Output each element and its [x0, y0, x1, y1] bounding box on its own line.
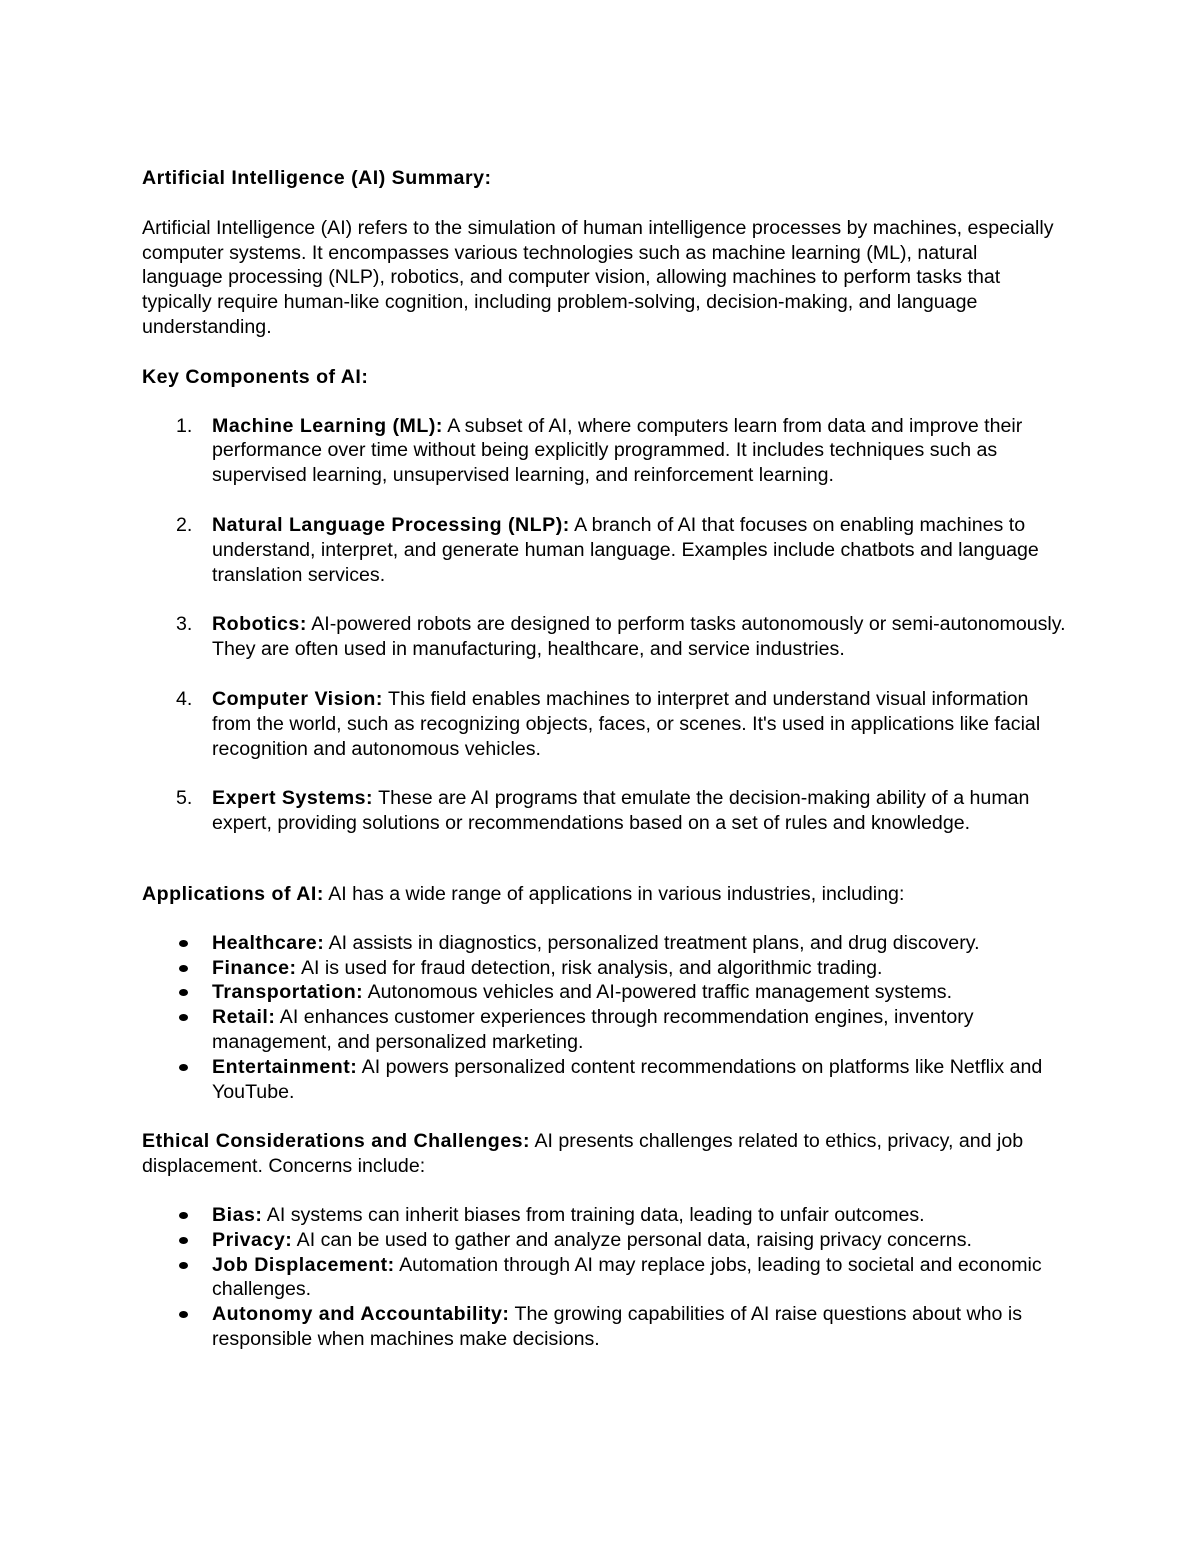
bullet-icon — [179, 1237, 188, 1244]
list-text: Autonomous vehicles and AI-powered traffic management systems. — [363, 981, 953, 1004]
list-item — [142, 956, 1072, 981]
list-text: AI powers personalized content recommendations on platforms like Netflix and YouTube. — [212, 1055, 1043, 1103]
list-number: 2. — [176, 513, 193, 536]
list-term: Finance: — [212, 956, 297, 979]
bullet-icon — [179, 989, 188, 996]
list-text: AI can be used to gather and analyze personal data, raising privacy concerns. — [292, 1228, 972, 1251]
list-number: 3. — [176, 613, 193, 636]
bullet-icon — [179, 1014, 188, 1021]
ethics-list — [142, 1203, 1070, 1352]
list-item — [142, 1302, 1072, 1352]
document-title: Artificial Intelligence (AI) Summary: — [142, 167, 492, 189]
ethics-heading: Ethical Considerations and Challenges: — [142, 1130, 531, 1153]
list-text: AI assists in diagnostics, personalized treatment plans, and drug discovery. — [324, 931, 980, 954]
intro-paragraph: Artificial Intelligence (AI) refers to the simulation of human intelligence processes by machines, especially computer systems. It encompasses various technologies such as machine learning (ML), natural language processing (NLP), robotics, and computer vision, allowing machines to perform tasks that typically require human-like cognition, including problem-solving, decision-making, and language understanding. — [142, 216, 1054, 338]
list-text: AI-powered robots are designed to perform tasks autonomously or semi-autonomously. They are often used in manufacturing, healthcare, and service industries. — [212, 613, 1066, 661]
list-term: Natural Language Processing (NLP): — [212, 513, 570, 536]
list-item — [142, 687, 1072, 761]
list-number: 1. — [176, 414, 193, 437]
list-term: Machine Learning (ML): — [212, 414, 443, 437]
list-number: 4. — [176, 687, 193, 710]
list-text: AI systems can inherit biases from training data, leading to unfair outcomes. — [262, 1203, 925, 1226]
list-term: Robotics: — [212, 613, 307, 636]
list-text: A subset of AI, where computers learn from data and improve their performance over time without being explicitly programmed. It includes techniques such as supervised learning, unsupervised learning, and reinforcement learning. — [212, 414, 1023, 487]
list-term: Healthcare: — [212, 931, 325, 954]
list-term: Expert Systems: — [212, 787, 374, 810]
list-term: Transportation: — [212, 981, 364, 1004]
list-text: The growing capabilities of AI raise questions about who is responsible when machines make decisions. — [212, 1303, 1023, 1350]
list-item — [142, 931, 1072, 956]
list-item — [142, 612, 1072, 662]
list-text: AI enhances customer experiences through recommendation engines, inventory management, and personalized marketing. — [212, 1006, 974, 1053]
list-item — [142, 1253, 1072, 1303]
list-term: Computer Vision: — [212, 687, 383, 710]
components-heading: Key Components of AI: — [142, 365, 369, 388]
bullet-icon — [179, 1311, 188, 1318]
list-item — [142, 1055, 1072, 1105]
bullet-icon — [179, 940, 188, 947]
bullet-icon — [179, 1262, 188, 1269]
list-number: 5. — [176, 787, 193, 810]
list-term: Job Displacement: — [212, 1253, 395, 1276]
components-list — [142, 414, 1070, 836]
list-item — [142, 980, 1072, 1005]
list-term: Retail: — [212, 1006, 276, 1029]
list-text: This field enables machines to interpret and understand visual information from the world, such as recognizing objects, faces, or scenes. It's used in applications like facial recognition and autonomous vehicles. — [212, 687, 1041, 760]
list-text: AI is used for fraud detection, risk analysis, and algorithmic trading. — [296, 956, 883, 979]
bullet-icon — [179, 1064, 188, 1071]
list-term: Autonomy and Accountability: — [212, 1303, 510, 1326]
list-text: A branch of AI that focuses on enabling machines to understand, interpret, and generate human language. Examples include chatbots and language translation services. — [212, 513, 1039, 586]
applications-heading: Applications of AI: — [142, 882, 324, 905]
bullet-icon — [179, 965, 188, 972]
list-item — [142, 786, 1072, 836]
applications-paragraph — [142, 882, 1070, 907]
list-text: Automation through AI may replace jobs, leading to societal and economic challenges. — [212, 1253, 1042, 1301]
list-text: These are AI programs that emulate the decision-making ability of a human expert, providing solutions or recommendations based on a set of rules and knowledge. — [212, 787, 1030, 835]
list-item — [142, 1203, 1072, 1228]
list-term: Bias: — [212, 1203, 263, 1226]
list-term: Entertainment: — [212, 1055, 358, 1078]
list-item — [142, 1228, 1072, 1253]
list-item — [142, 414, 1072, 488]
ethics-lead: AI presents challenges related to ethics, privacy, and job displacement. Concerns include: — [142, 1130, 1024, 1178]
ethics-paragraph — [142, 1129, 1067, 1179]
applications-list — [142, 931, 1070, 1105]
bullet-icon — [179, 1212, 188, 1219]
applications-lead: AI has a wide range of applications in various industries, including: — [323, 882, 905, 905]
list-item — [142, 513, 1072, 587]
list-item — [142, 1005, 1072, 1055]
list-term: Privacy: — [212, 1228, 293, 1251]
